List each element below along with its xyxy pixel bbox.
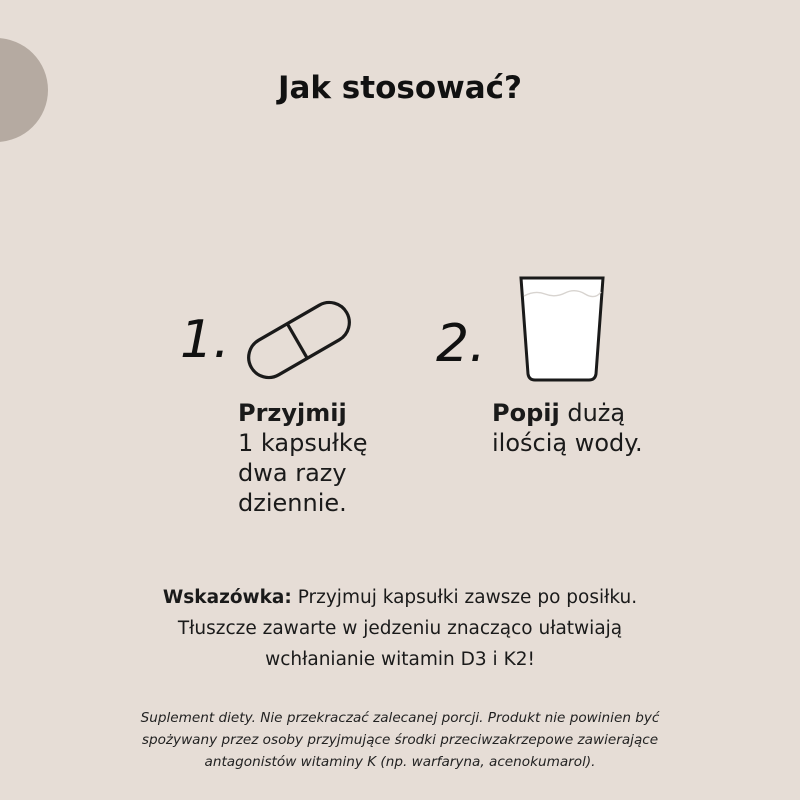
step-1-line-4: dziennie. [238,489,347,517]
step-1-description [238,398,438,518]
disclaimer [60,707,740,773]
tip-block [0,582,800,675]
step-2-number: 2. [436,314,486,374]
step-1-bold: Przyjmij [238,399,347,427]
page-title: Jak stosować? [277,70,523,106]
tip-line-1: Wskazówka: Przyjmuj kapsułki zawsze po posiłku. [162,587,638,608]
step-1-line-2: 1 kapsułkę [238,429,368,457]
tip-line-3: wchłanianie witamin D3 i K2! [265,649,535,670]
capsule-icon [236,290,362,390]
tip-label: Wskazówka: [162,587,292,608]
step-1-number: 1. [180,310,230,370]
step-2-line-2: ilością wody. [492,429,643,457]
step-2-line-1: Popij dużą [492,399,626,427]
disclaimer-line-1: Suplement diety. Nie przekraczać zalecanej porcji. Produkt nie powinien być [140,710,660,726]
disclaimer-line-2: spożywany przez osoby przyjmujące środki przeciwzakrzepowe zawierające [141,732,659,748]
step-1-line-1 [238,398,438,428]
step-2-description [492,398,732,458]
step-2-bold: Popij [492,399,560,427]
disclaimer-line-3: antagonistów witaminy K (np. warfaryna, acenokumarol). [204,754,596,770]
tip-line-2: Tłuszcze zawarte w jedzeniu znacząco ułatwiają [177,618,623,639]
step-1-line-3: dwa razy [238,459,347,487]
glass-of-water-icon [515,270,609,384]
